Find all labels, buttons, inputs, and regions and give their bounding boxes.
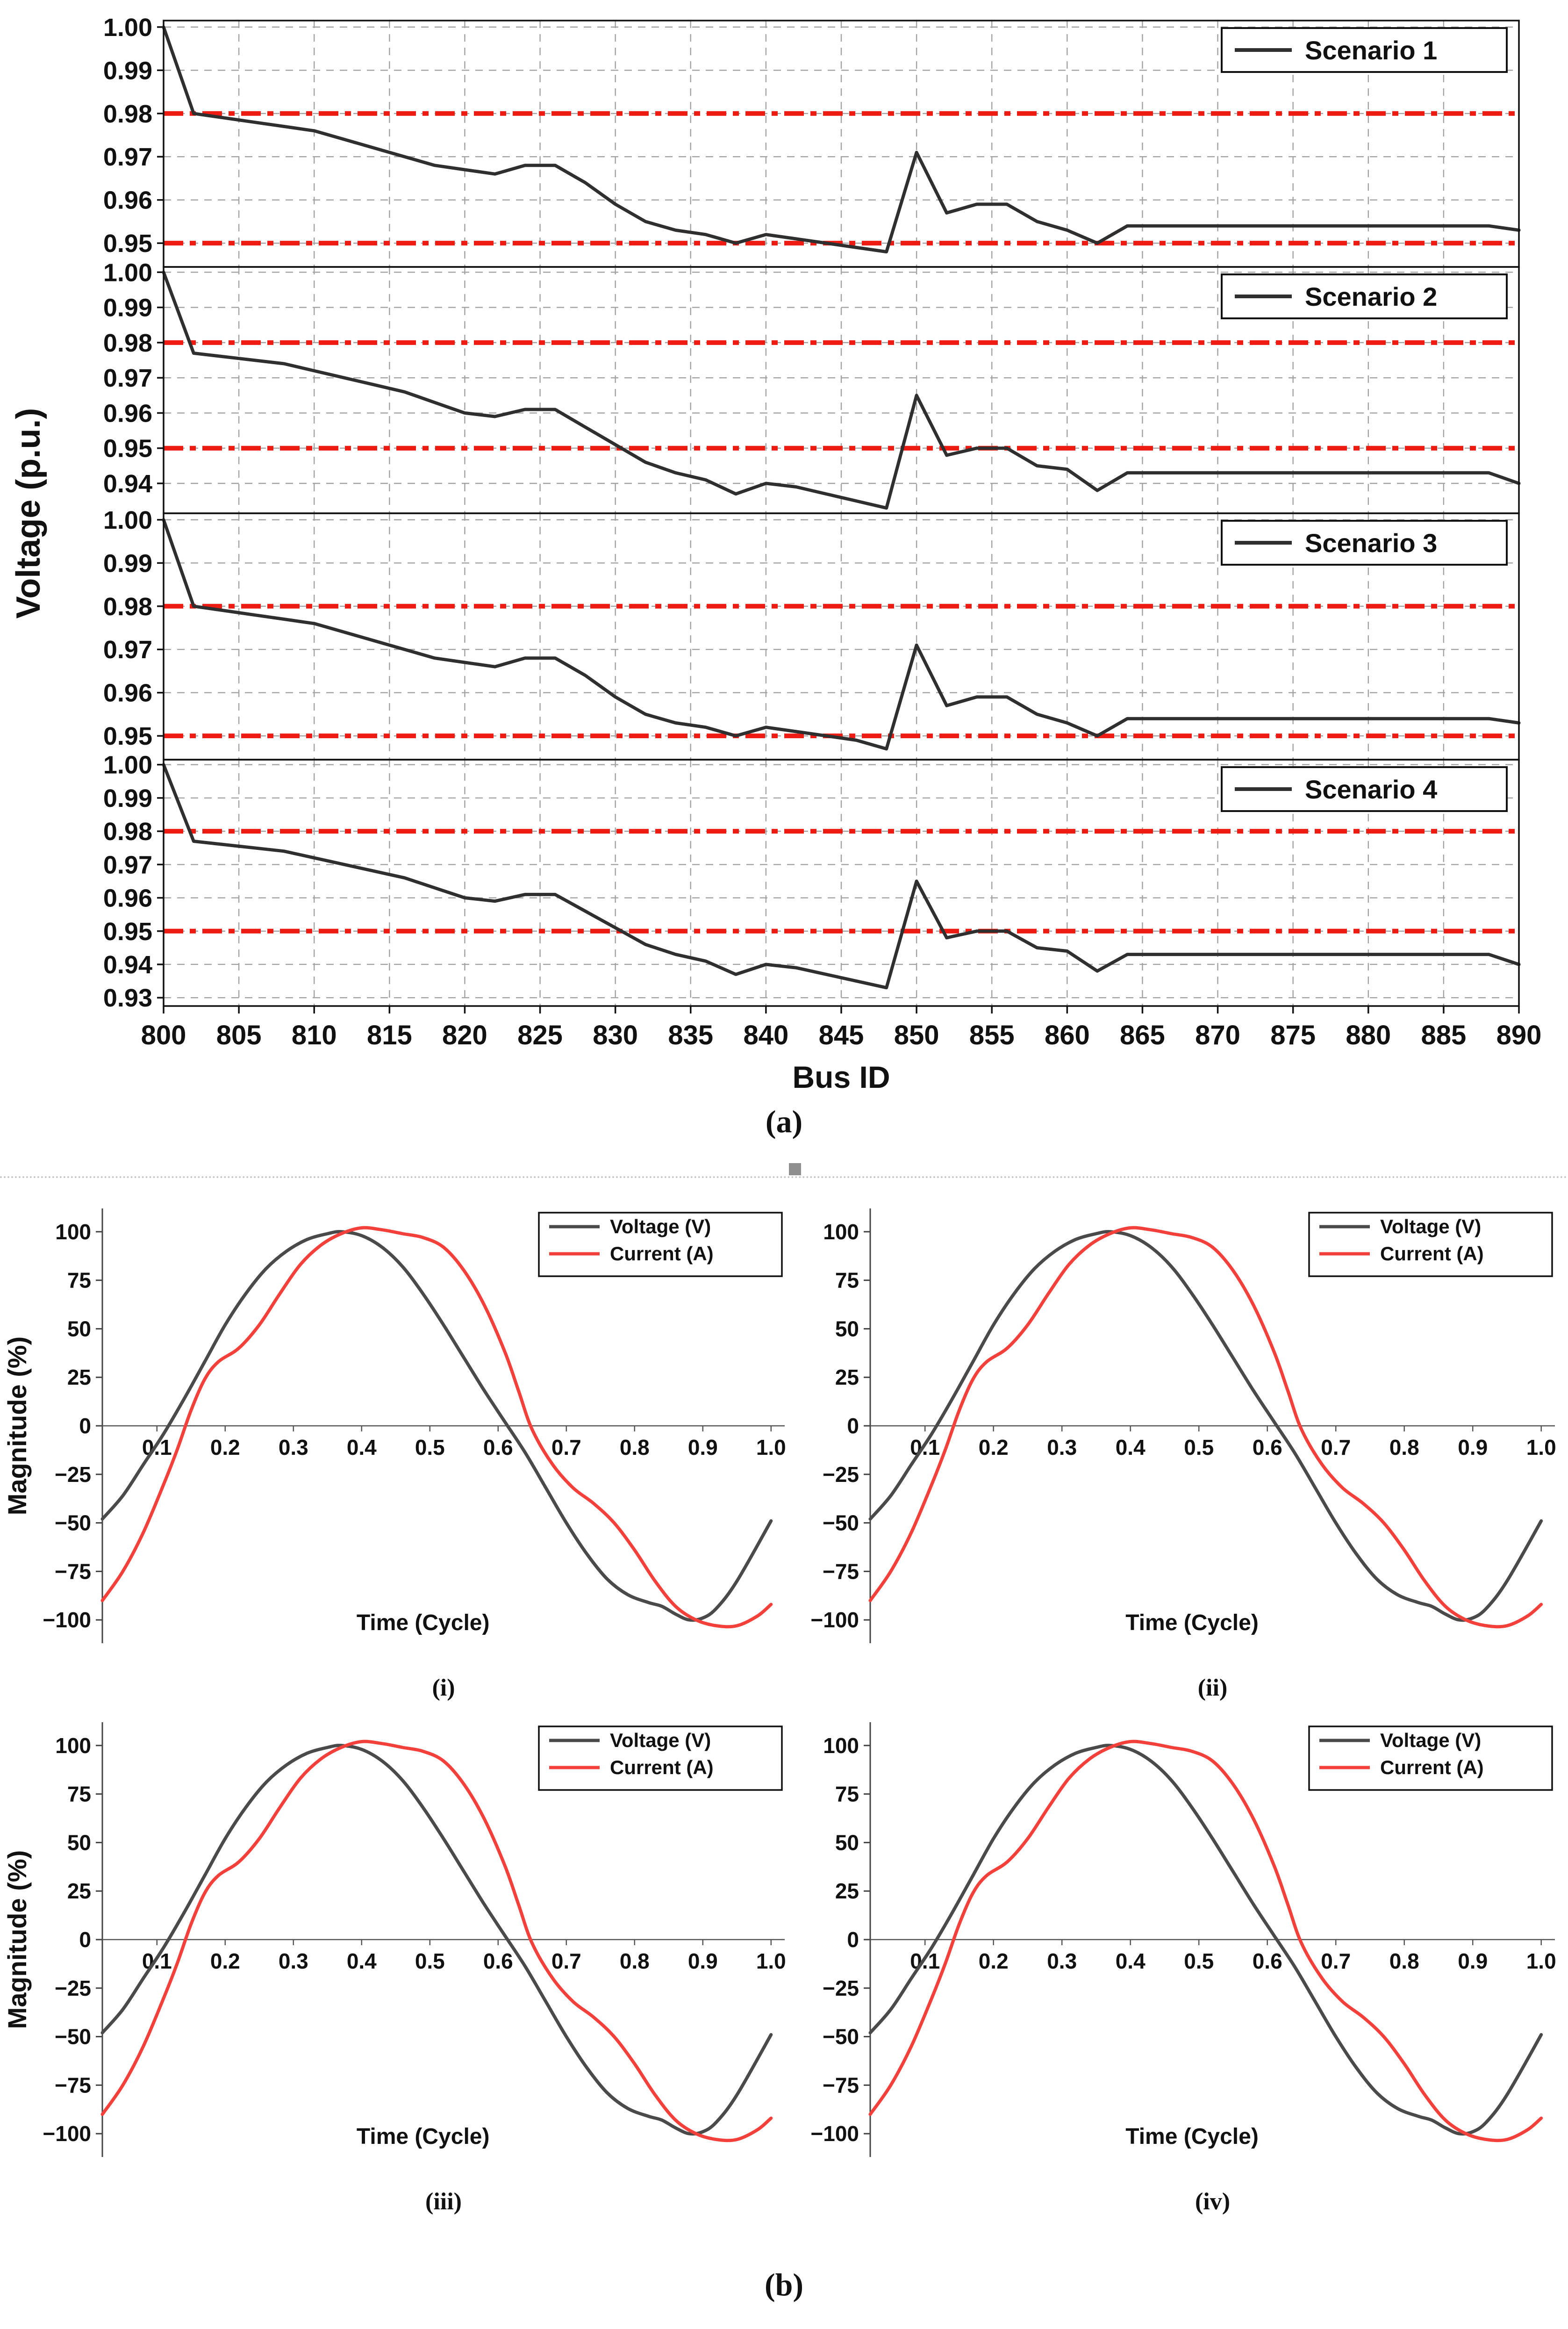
legend-label: Current (A): [610, 1756, 714, 1778]
x-tick-label: 0.6: [1252, 1949, 1282, 1973]
x-tick-label: 810: [291, 1020, 337, 1050]
x-tick-label: 850: [894, 1020, 939, 1050]
x-tick-label: 0.4: [346, 1949, 377, 1973]
caption-part-a: [0, 1103, 1568, 1140]
scenario-panel-4: [103, 751, 1519, 1013]
y-tick-label: 0.93: [103, 984, 152, 1013]
y-tick-label: 100: [55, 1733, 91, 1758]
legend-label: Scenario 3: [1305, 528, 1438, 558]
resize-handle-artifact: [789, 1163, 801, 1175]
y-tick-label: 0.95: [103, 434, 152, 463]
y-tick-label: 1.00: [103, 751, 152, 779]
y-tick-label: 0.99: [103, 549, 152, 578]
y-tick-label: −75: [54, 1559, 91, 1584]
legend-label: Current (A): [1380, 1243, 1484, 1265]
x-tick-label: 890: [1496, 1020, 1542, 1050]
x-axis-label: Time (Cycle): [1125, 2124, 1259, 2149]
x-axis-label: Time (Cycle): [356, 2124, 490, 2149]
scenario-panel-2: [103, 259, 1519, 513]
x-tick-label: 0.1: [142, 1949, 172, 1973]
x-tick-label: 0.4: [1115, 1435, 1146, 1459]
x-tick-label: 1.0: [756, 1949, 786, 1973]
y-tick-label: 25: [835, 1879, 859, 1904]
y-tick-label: 75: [835, 1782, 859, 1806]
y-tick-label: 1.00: [103, 259, 152, 287]
y-tick-label: 1.00: [103, 506, 152, 534]
y-tick-label: 0.96: [103, 186, 152, 215]
y-tick-label: 0.99: [103, 294, 152, 322]
x-tick-label: 0.3: [278, 1435, 308, 1459]
x-tick-label: 875: [1270, 1020, 1316, 1050]
y-tick-label: 1.00: [103, 13, 152, 42]
waveform-subplot-1: [2, 1197, 796, 1704]
x-tick-label: 1.0: [756, 1435, 786, 1459]
y-tick-label: 0.98: [103, 329, 152, 357]
y-axis-label: Magnitude (%): [2, 1336, 32, 1516]
y-tick-label: 0.98: [103, 592, 152, 621]
y-tick-label: 0.99: [103, 57, 152, 85]
y-tick-label: −50: [822, 2024, 859, 2049]
y-tick-label: 0: [847, 1927, 859, 1952]
x-tick-label: 800: [141, 1020, 186, 1050]
x-tick-label: 0.6: [483, 1435, 513, 1459]
legend-label: Voltage (V): [1380, 1729, 1482, 1751]
caption-part-b: [0, 2266, 1568, 2303]
subplot-label: (iv): [1195, 2188, 1231, 2215]
subplot-label: (ii): [1197, 1675, 1228, 1701]
y-tick-label: 0.97: [103, 851, 152, 879]
x-tick-label: 1.0: [1526, 1949, 1556, 1973]
y-tick-label: 0.96: [103, 399, 152, 428]
x-tick-label: 820: [442, 1020, 487, 1050]
x-tick-label: 835: [668, 1020, 714, 1050]
x-tick-label: 0.9: [687, 1949, 718, 1973]
y-tick-label: 0.95: [103, 230, 152, 258]
x-tick-label: 0.9: [687, 1435, 718, 1459]
y-tick-label: 0.98: [103, 818, 152, 846]
y-tick-label: 0.94: [103, 470, 152, 498]
x-tick-label: 0.8: [619, 1435, 650, 1459]
x-tick-label: 0.1: [910, 1435, 940, 1459]
y-tick-label: −100: [810, 1608, 859, 1632]
x-tick-label: 0.1: [142, 1435, 172, 1459]
x-tick-label: 0.2: [978, 1949, 1009, 1973]
x-axis-label: Time (Cycle): [356, 1610, 490, 1635]
y-tick-label: 50: [835, 1316, 859, 1341]
y-tick-label: −50: [54, 2024, 91, 2049]
y-tick-label: 0.96: [103, 884, 152, 913]
legend-label: Voltage (V): [1380, 1215, 1482, 1237]
x-tick-label: 0.7: [1321, 1949, 1351, 1973]
x-tick-label: 865: [1120, 1020, 1165, 1050]
y-tick-label: −25: [54, 1976, 91, 2000]
x-tick-label: 860: [1044, 1020, 1090, 1050]
y-tick-label: 0: [847, 1414, 859, 1438]
legend-label: Scenario 1: [1305, 36, 1438, 65]
y-tick-label: 0.98: [103, 100, 152, 128]
y-tick-label: 75: [835, 1268, 859, 1293]
x-tick-label: 0.4: [1115, 1949, 1146, 1973]
y-tick-label: 0.97: [103, 364, 152, 393]
x-tick-label: 0.8: [1389, 1435, 1419, 1459]
subplot-label: (i): [432, 1675, 455, 1701]
x-tick-label: 845: [818, 1020, 864, 1050]
y-tick-label: 75: [67, 1268, 91, 1293]
x-tick-label: 0.6: [1252, 1435, 1282, 1459]
caption-b-text: (b): [764, 2267, 804, 2302]
x-tick-label: 880: [1346, 1020, 1391, 1050]
y-tick-label: −25: [822, 1976, 859, 2000]
scenario-panel-1: [103, 14, 1519, 267]
y-tick-label: 100: [55, 1219, 91, 1244]
x-tick-label: 0.2: [210, 1949, 240, 1973]
current-wave-curve: [870, 1228, 1541, 1627]
legend-label: Current (A): [610, 1243, 714, 1265]
current-wave-curve: [102, 1741, 771, 2141]
y-tick-label: 0.94: [103, 950, 152, 979]
x-tick-label: 0.3: [1047, 1949, 1077, 1973]
voltage-profile-chart: [0, 6, 1568, 1100]
legend-label: Scenario 4: [1305, 775, 1438, 804]
current-wave-curve: [870, 1741, 1541, 2141]
x-tick-label: 0.5: [1184, 1435, 1214, 1459]
y-tick-label: 0.95: [103, 722, 152, 751]
y-tick-label: 0: [79, 1414, 91, 1438]
y-tick-label: 25: [67, 1365, 91, 1390]
legend-label: Voltage (V): [610, 1215, 711, 1237]
x-tick-label: 0.1: [910, 1949, 940, 1973]
y-tick-label: −50: [54, 1510, 91, 1535]
legend-label: Current (A): [1380, 1756, 1484, 1778]
x-tick-label: 0.7: [551, 1949, 581, 1973]
y-tick-label: 25: [67, 1879, 91, 1904]
subplot-label: (iii): [425, 2188, 462, 2215]
waveform-subplot-4: [800, 1711, 1567, 2218]
x-tick-label: 0.5: [1184, 1949, 1214, 1973]
y-tick-label: −75: [822, 2073, 859, 2098]
x-tick-label: 1.0: [1526, 1435, 1556, 1459]
y-tick-label: 25: [835, 1365, 859, 1390]
waveform-grid: [2, 1197, 1567, 2218]
y-tick-label: 0.95: [103, 917, 152, 946]
x-tick-label: 805: [216, 1020, 262, 1050]
x-tick-label: 870: [1195, 1020, 1240, 1050]
y-tick-label: 0.97: [103, 636, 152, 664]
caption-a-text: (a): [765, 1104, 803, 1139]
x-tick-label: 0.9: [1458, 1949, 1488, 1973]
x-tick-label: 0.8: [619, 1949, 650, 1973]
x-tick-label: 855: [969, 1020, 1015, 1050]
y-tick-label: 100: [823, 1219, 859, 1244]
waveform-subplot-3: [2, 1711, 796, 2218]
y-tick-label: −100: [43, 1608, 91, 1632]
x-tick-label: 885: [1421, 1020, 1467, 1050]
y-tick-label: −50: [822, 1510, 859, 1535]
y-tick-label: 100: [823, 1733, 859, 1758]
x-tick-label: 0.4: [346, 1435, 377, 1459]
x-tick-label: 0.7: [1321, 1435, 1351, 1459]
y-tick-label: 50: [67, 1830, 91, 1855]
y-tick-label: −75: [54, 2073, 91, 2098]
x-axis-label: Bus ID: [792, 1060, 890, 1094]
x-tick-label: 825: [517, 1020, 563, 1050]
y-tick-label: −25: [54, 1462, 91, 1487]
y-tick-label: 50: [835, 1830, 859, 1855]
x-tick-label: 0.3: [278, 1949, 308, 1973]
x-tick-label: 0.5: [415, 1435, 445, 1459]
x-tick-label: 0.2: [978, 1435, 1009, 1459]
y-tick-label: −100: [43, 2121, 91, 2146]
legend-label: Voltage (V): [610, 1729, 711, 1751]
x-axis-label: Time (Cycle): [1125, 1610, 1259, 1635]
y-tick-label: 0.96: [103, 679, 152, 707]
x-tick-label: 0.5: [415, 1949, 445, 1973]
y-tick-label: 75: [67, 1782, 91, 1806]
scenario-panel-3: [103, 506, 1519, 760]
y-tick-label: 0.97: [103, 143, 152, 172]
x-tick-label: 0.8: [1389, 1949, 1419, 1973]
x-tick-label: 815: [366, 1020, 412, 1050]
y-tick-label: 50: [67, 1316, 91, 1341]
x-tick-label: 0.7: [551, 1435, 581, 1459]
y-tick-label: −25: [822, 1462, 859, 1487]
legend-label: Scenario 2: [1305, 282, 1438, 311]
current-wave-curve: [102, 1228, 771, 1627]
x-tick-label: 0.6: [483, 1949, 513, 1973]
x-tick-label: 0.3: [1047, 1435, 1077, 1459]
y-tick-label: 0: [79, 1927, 91, 1952]
voltage-profile-panel: [0, 6, 1568, 1100]
y-tick-label: −100: [810, 2121, 859, 2146]
y-axis-label: Voltage (p.u.): [10, 408, 47, 619]
x-tick-label: 830: [593, 1020, 638, 1050]
x-tick-label: 0.9: [1458, 1435, 1488, 1459]
y-axis-label: Magnitude (%): [2, 1850, 32, 2029]
y-tick-label: −75: [822, 1559, 859, 1584]
separator-line: [0, 1176, 1568, 1178]
waveform-subplot-2: [800, 1197, 1567, 1704]
x-tick-label: 840: [743, 1020, 789, 1050]
y-tick-label: 0.99: [103, 784, 152, 812]
x-tick-label: 0.2: [210, 1435, 240, 1459]
